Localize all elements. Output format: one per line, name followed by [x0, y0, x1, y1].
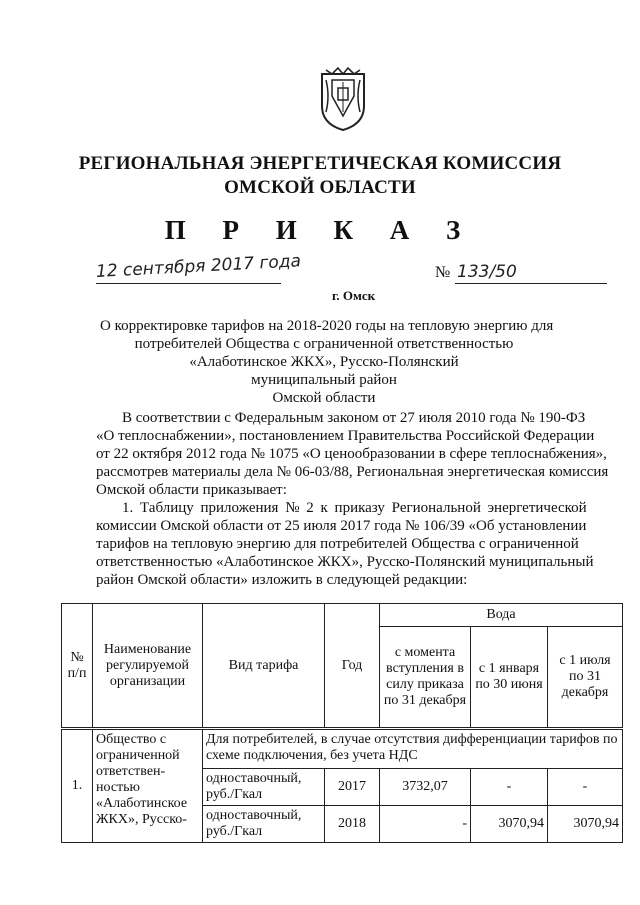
- tariff-kind-cell: одноставочный, руб./Гкал: [203, 769, 325, 806]
- header-year: Год: [325, 604, 380, 729]
- header-period-1: с момента вступления в силу приказа по 31 декабря: [380, 627, 471, 729]
- subject-line: муниципальный район: [251, 372, 397, 388]
- row-number: 1.: [62, 729, 93, 843]
- paragraph-line: 1. Таблицу приложения № 2 к приказу Региональной энергетической: [122, 500, 587, 516]
- clause-1-paragraph: [96, 499, 616, 589]
- city: г. Омск: [332, 288, 376, 303]
- paragraph-line: В соответствии с Федеральным законом от 27 июля 2010 года № 190-ФЗ: [122, 410, 586, 426]
- organization-name-line2: ОМСКОЙ ОБЛАСТИ: [224, 177, 416, 198]
- subject-line: «Алаботинское ЖКХ», Русско-Полянский: [189, 354, 459, 370]
- period-3-value: 3070,94: [548, 806, 623, 843]
- year-cell: 2017: [325, 769, 380, 806]
- period-1-value: -: [380, 806, 471, 843]
- tariff-table: [61, 603, 623, 843]
- omsk-coat-of-arms-icon: [318, 66, 368, 132]
- tariff-kind-cell: одноставочный, руб./Гкал: [203, 806, 325, 843]
- header-num: № п/п: [62, 604, 93, 729]
- consumer-group-caption: Для потребителей, в случае отсутствия дифференциации тарифов по схеме подключения, без учета НДС: [203, 729, 623, 769]
- paragraph-line: тарифов на тепловую энергию для потребителей Общества с ограниченной: [96, 536, 579, 552]
- table-header-row: [62, 604, 623, 627]
- date-underline: [96, 283, 281, 284]
- header-water: Вода: [380, 604, 623, 627]
- year-cell: 2018: [325, 806, 380, 843]
- period-2-value: -: [471, 769, 548, 806]
- period-1-value: 3732,07: [380, 769, 471, 806]
- paragraph-line: ответственностью «Алаботинское ЖКХ», Русско-Полянский муниципальный: [96, 554, 594, 570]
- subject-line: потребителей Общества с ограниченной ответственностью: [134, 336, 514, 352]
- header-period-3: с 1 июля по 31 декабря: [548, 627, 623, 729]
- preamble-paragraph: [96, 409, 616, 499]
- paragraph-line: от 22 октября 2012 года № 1075 «О ценообразовании в сфере теплоснабжения»,: [96, 446, 607, 462]
- handwritten-date: 12 сентября 2017 года: [95, 251, 302, 282]
- paragraph-line: рассмотрев материалы дела № 06-03/88, Региональная энергетическая комиссия: [96, 464, 609, 480]
- subject-line: О корректировке тарифов на 2018-2020 годы на тепловую энергию для: [100, 318, 554, 334]
- period-2-value: 3070,94: [471, 806, 548, 843]
- document-title: П Р И К А З: [164, 215, 476, 245]
- handwritten-order-number: 133/50: [457, 262, 517, 282]
- paragraph-line: «О теплоснабжении», постановлением Правительства Российской Федерации: [96, 428, 595, 444]
- subject-line: Омской области: [272, 390, 376, 406]
- order-subject: [100, 317, 554, 407]
- organization-name-cell: Общество с ограниченной ответствен-ностью «Алаботинское ЖКХ», Русско-: [93, 729, 203, 843]
- header-tariff-kind: Вид тарифа: [203, 604, 325, 729]
- period-3-value: -: [548, 769, 623, 806]
- paragraph-line: район Омской области» изложить в следующей редакции:: [96, 572, 468, 588]
- header-period-2: с 1 января по 30 июня: [471, 627, 548, 729]
- paragraph-line: Омской области приказывает:: [96, 482, 287, 498]
- table-row: [62, 729, 623, 769]
- header-organization: Наименование регулируемой организации: [93, 604, 203, 729]
- number-underline: [455, 283, 607, 284]
- number-sign: №: [435, 264, 451, 281]
- organization-name-line1: РЕГИОНАЛЬНАЯ ЭНЕРГЕТИЧЕСКАЯ КОМИССИЯ: [78, 153, 562, 174]
- paragraph-line: комиссии Омской области от 25 июля 2017 года № 106/39 «Об установлении: [96, 518, 587, 534]
